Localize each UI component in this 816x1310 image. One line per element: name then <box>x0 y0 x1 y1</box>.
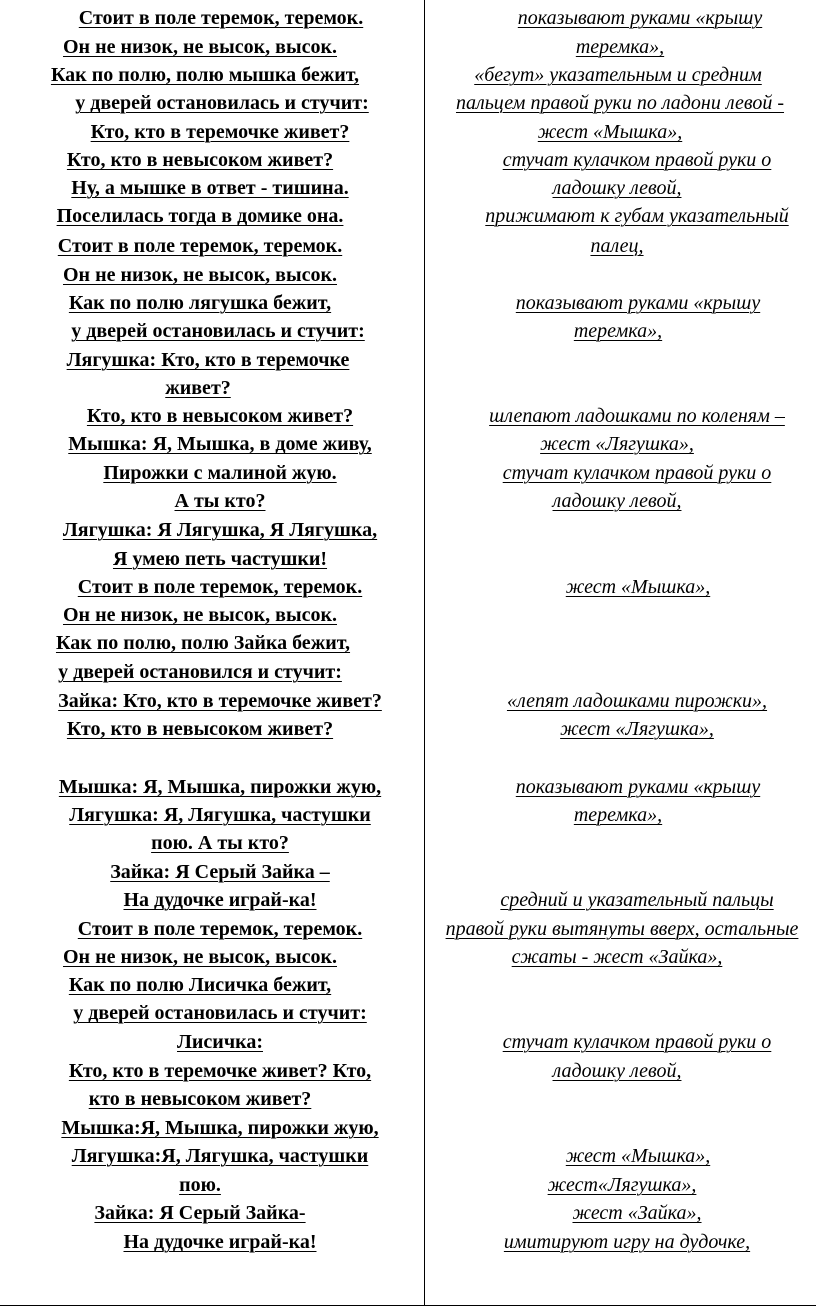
poem-line: Он не низок, не высок, высок. <box>62 946 338 968</box>
poem-line: Я умею петь частушки! <box>112 548 328 570</box>
gesture-line: стучат кулачком правой руки о <box>502 149 772 171</box>
gesture-line: жест «Мышка», <box>537 121 683 143</box>
gesture-line: ладошку левой, <box>552 490 682 512</box>
poem-line: Кто, кто в невысоком живет? <box>66 718 334 740</box>
table-bottom-border <box>0 1305 816 1306</box>
poem-line: Мышка: Я, Мышка, пирожки жую, <box>58 776 382 798</box>
poem-line: Лисичка: <box>177 1031 263 1053</box>
gesture-line: теремка», <box>575 36 665 58</box>
poem-line: На дудочке играй-ка! <box>123 1231 317 1253</box>
gesture-line: теремка», <box>573 804 663 826</box>
poem-line: Мышка: Я, Мышка, в доме живу, <box>68 433 372 455</box>
poem-line: Лягушка: Я, Лягушка, частушки <box>69 804 371 826</box>
gesture-line: жест «Зайка», <box>572 1202 702 1224</box>
poem-line: Стоит в поле теремок, теремок. <box>57 235 343 257</box>
gesture-line: «бегут» указательным и средним <box>474 64 762 86</box>
gesture-line: жест«Лягушка», <box>547 1174 697 1196</box>
poem-line: Стоит в поле теремок, теремок. <box>77 576 363 598</box>
gesture-line: стучат кулачком правой руки о <box>502 1031 772 1053</box>
poem-line: Мышка:Я, Мышка, пирожки жую, <box>61 1117 379 1139</box>
gesture-line: палец, <box>590 235 644 257</box>
poem-line: Пирожки с малиной жую. <box>103 462 337 484</box>
gesture-column <box>425 0 816 1306</box>
poem-line: у дверей остановился и стучит: <box>58 661 342 683</box>
poem-line: На дудочке играй-ка! <box>123 889 317 911</box>
poem-line: Кто, кто в теремочке живет? <box>90 121 350 143</box>
gesture-line: пальцем правой руки по ладони левой - <box>455 92 785 114</box>
poem-line: у дверей остановилась и стучит: <box>73 1002 367 1024</box>
poem-line: у дверей остановилась и стучит: <box>71 320 365 342</box>
poem-line: Кто, кто в теремочке живет? Кто, <box>68 1060 372 1082</box>
poem-line: пою. А ты кто? <box>151 832 289 854</box>
poem-line: Лягушка: Я Лягушка, Я Лягушка, <box>62 519 378 541</box>
poem-line: пою. <box>179 1174 221 1196</box>
gesture-line: шлепают ладошками по коленям – <box>489 405 785 427</box>
gesture-line: сжаты - жест «Зайка», <box>511 946 723 968</box>
poem-line: Он не низок, не высок, высок. <box>62 264 338 286</box>
gesture-line: теремка», <box>573 320 663 342</box>
poem-line: Кто, кто в невысоком живет? <box>86 405 354 427</box>
poem-line: Кто, кто в невысоком живет? <box>66 149 334 171</box>
gesture-line: показывают руками «крышу <box>515 292 761 314</box>
gesture-line: имитируют игру на дудочке, <box>503 1231 751 1253</box>
poem-line: Лягушка:Я, Лягушка, частушки <box>71 1145 369 1167</box>
gesture-line: «лепят ладошками пирожки», <box>506 690 768 712</box>
poem-line: Он не низок, не высок, высок. <box>62 604 338 626</box>
gesture-line: жест «Мышка», <box>565 576 711 598</box>
poem-line: Зайка: Я Серый Зайка – <box>110 861 330 883</box>
poem-line: Зайка: Я Серый Зайка- <box>94 1202 306 1224</box>
gesture-line: показывают руками «крышу <box>515 776 761 798</box>
gesture-line: ладошку левой, <box>552 1060 682 1082</box>
gesture-line: показывают руками «крышу <box>517 7 763 29</box>
gesture-line: жест «Лягушка», <box>540 433 694 455</box>
poem-line: Стоит в поле теремок, теремок. <box>77 918 363 940</box>
poem-line: Как по полю лягушка бежит, <box>68 292 332 314</box>
gesture-line: стучат кулачком правой руки о <box>502 462 772 484</box>
gesture-line: прижимают к губам указательный <box>485 205 789 227</box>
poem-line: Стоит в поле теремок, теремок. <box>78 7 364 29</box>
poem-line: Поселилась тогда в домике она. <box>56 205 344 227</box>
poem-line: Ну, а мышке в ответ - тишина. <box>71 177 349 199</box>
poem-line: Как по полю, полю мышка бежит, <box>50 64 360 86</box>
gesture-line: ладошку левой, <box>552 177 682 199</box>
poem-line: живет? <box>165 377 231 399</box>
poem-line: Как по полю, полю Зайка бежит, <box>55 632 351 654</box>
gesture-line: средний и указательный пальцы <box>500 889 774 911</box>
poem-line: Зайка: Кто, кто в теремочке живет? <box>58 690 382 712</box>
gesture-line: правой руки вытянуты вверх, остальные <box>445 918 799 940</box>
poem-line: Лягушка: Кто, кто в теремочке <box>66 349 350 371</box>
gesture-line: жест «Лягушка», <box>560 718 714 740</box>
gesture-line: жест «Мышка», <box>565 1145 711 1167</box>
poem-line: кто в невысоком живет? <box>88 1088 312 1110</box>
poem-line: у дверей остановилась и стучит: <box>75 92 369 114</box>
poem-line: Он не низок, не высок, высок. <box>62 36 338 58</box>
poem-line: Как по полю Лисичка бежит, <box>68 974 332 996</box>
poem-line: А ты кто? <box>174 490 266 512</box>
